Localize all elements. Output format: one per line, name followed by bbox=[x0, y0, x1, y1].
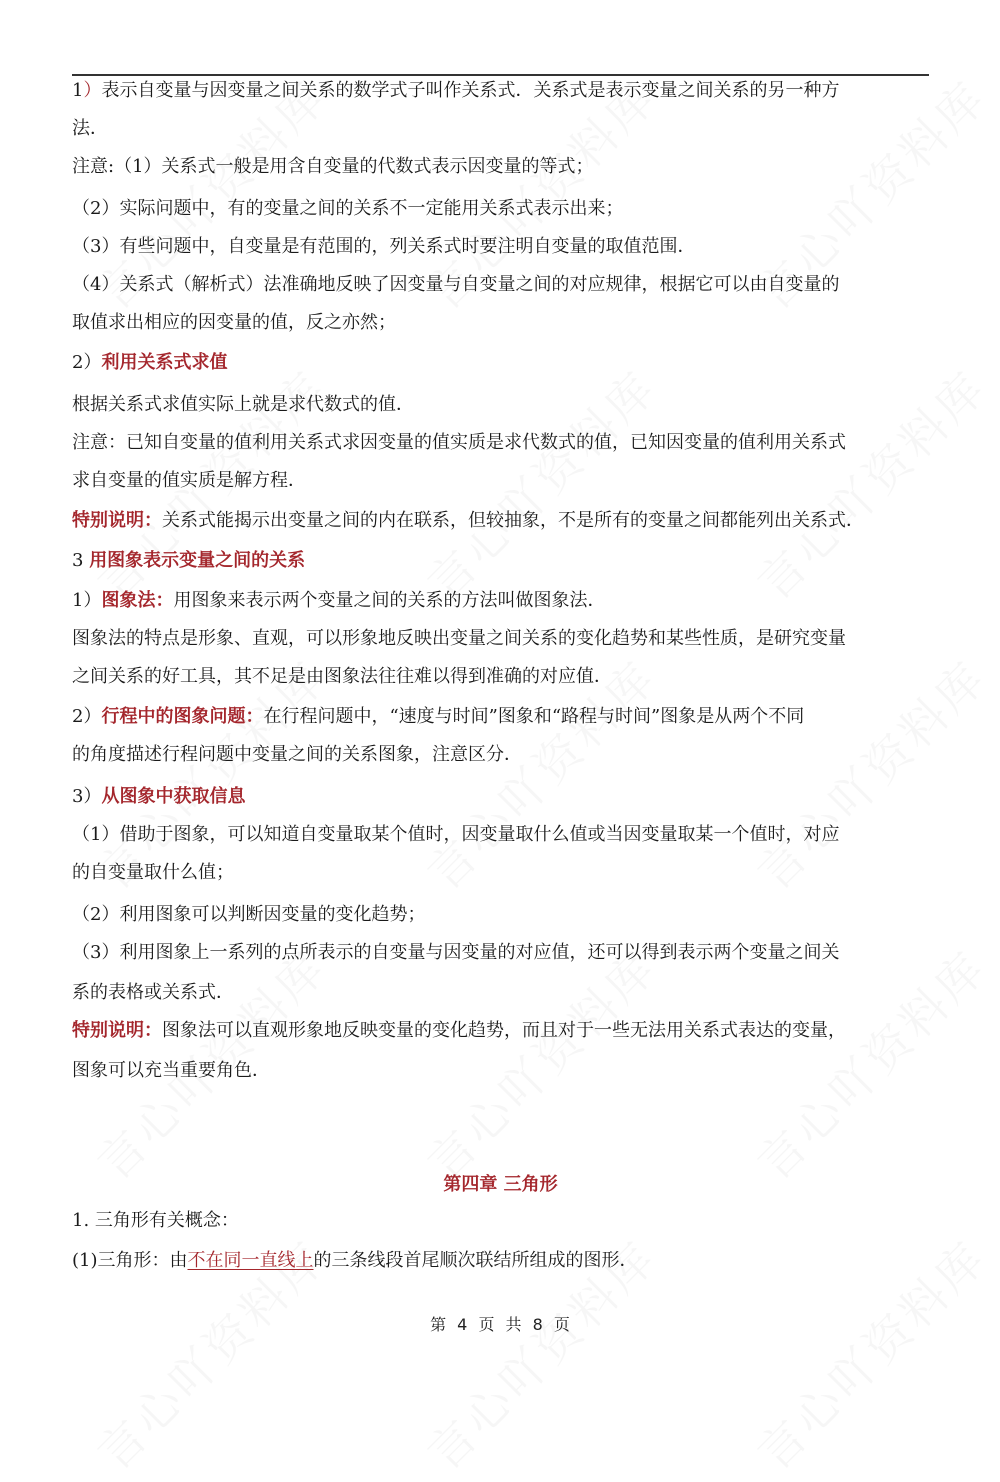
text-line bbox=[72, 940, 839, 966]
text-line bbox=[72, 116, 108, 142]
highlight-text: 特别说明： bbox=[72, 510, 162, 531]
body-text: （3）有些问题中，自变量是有范围的，列关系式时要注明自变量的取值范围． bbox=[72, 236, 696, 257]
body-text: 注意:（1）关系式一般是用含自变量的代数式表示因变量的等式； bbox=[72, 156, 594, 177]
body-text: 2） bbox=[72, 352, 102, 373]
text-line bbox=[72, 310, 396, 336]
body-text: （1）借助于图象，可以知道自变量取某个值时，因变量取什么值或当因变量取某一个值时，对应 bbox=[72, 824, 840, 845]
text-line bbox=[72, 468, 306, 494]
triangle-definition bbox=[72, 1248, 638, 1274]
definition-prefix: (1)三角形：由 bbox=[72, 1250, 188, 1271]
body-text: 3） bbox=[72, 786, 102, 807]
body-text: （4）关系式（解析式）法准确地反映了因变量与自变量之间的对应规律，根据它可以由自变量的 bbox=[72, 274, 840, 295]
text-line bbox=[72, 196, 623, 222]
text-line bbox=[72, 78, 839, 104]
watermark-text bbox=[741, 1224, 1000, 1482]
body-text: 图象可以充当重要角色． bbox=[72, 1060, 270, 1081]
text-line bbox=[72, 902, 425, 928]
section-heading: 1. 三角形有关概念： bbox=[72, 1210, 239, 1231]
body-text: 系的表格或关系式． bbox=[72, 982, 234, 1003]
highlight-text: ） bbox=[83, 80, 102, 101]
text-line bbox=[72, 154, 594, 180]
text-line bbox=[72, 860, 234, 886]
body-text: 的角度描述行程问题中变量之间的关系图象，注意区分． bbox=[72, 744, 522, 765]
text-line bbox=[72, 430, 846, 456]
body-text: 表示自变量与因变量之间关系的数学式子叫作关系式．关系式是表示变量之间关系的另一种方 bbox=[101, 80, 840, 101]
definition-key-phrase: 不在同一直线上 bbox=[187, 1250, 314, 1271]
body-text: 关系式能揭示出变量之间的内在联系，但较抽象，不是所有的变量之间都能列出关系式． bbox=[162, 510, 864, 531]
text-line bbox=[72, 272, 839, 298]
text-line bbox=[72, 588, 605, 614]
body-text: 之间关系的好工具，其不足是由图象法往往难以得到准确的对应值． bbox=[72, 666, 612, 687]
body-text: 图象法的特点是形象、直观，可以形象地反映出变量之间关系的变化趋势和某些性质，是研究变量 bbox=[72, 628, 846, 649]
body-text: 1 bbox=[72, 80, 84, 101]
text-line bbox=[72, 548, 305, 574]
text-line bbox=[72, 704, 804, 730]
watermark-text bbox=[411, 354, 670, 613]
text-line bbox=[72, 980, 234, 1006]
text-line bbox=[72, 392, 414, 418]
text-line bbox=[72, 1058, 270, 1084]
text-line bbox=[72, 626, 846, 652]
highlight-text: 图象法： bbox=[101, 590, 174, 611]
body-text: 1） bbox=[72, 590, 102, 611]
body-text: 法． bbox=[72, 118, 108, 139]
highlight-text: 从图象中获取信息 bbox=[101, 786, 246, 807]
chapter-title: 第四章 三角形 bbox=[443, 1174, 558, 1195]
body-text: 取值求出相应的因变量的值，反之亦然； bbox=[72, 312, 396, 333]
text-line bbox=[72, 1018, 846, 1044]
watermark-text bbox=[741, 644, 1000, 903]
watermark-text bbox=[741, 354, 1000, 613]
watermark-text bbox=[741, 934, 1000, 1193]
watermark-text bbox=[411, 934, 670, 1193]
text-line bbox=[72, 508, 864, 534]
text-line bbox=[72, 822, 839, 848]
highlight-text: 特别说明： bbox=[72, 1020, 162, 1041]
body-text: 注意：已知自变量的值利用关系式求因变量的值实质是求代数式的值，已知因变量的值利用关系式 bbox=[72, 432, 846, 453]
highlight-text: 利用关系式求值 bbox=[101, 352, 228, 373]
body-text: 在行程问题中，“速度与时间”图象和“路程与时间”图象是从两个不同 bbox=[263, 706, 805, 727]
body-text: 图象法可以直观形象地反映变量的变化趋势，而且对于一些无法用关系式表达的变量， bbox=[162, 1020, 846, 1041]
header-rule bbox=[72, 74, 929, 76]
body-text: 根据关系式求值实际上就是求代数式的值． bbox=[72, 394, 414, 415]
body-text: 3 bbox=[72, 550, 90, 571]
highlight-text: 用图象表示变量之间的关系 bbox=[89, 550, 306, 571]
text-line bbox=[72, 664, 612, 690]
highlight-text: 行程中的图象问题： bbox=[101, 706, 264, 727]
text-line bbox=[72, 784, 245, 810]
body-text: 的自变量取什么值； bbox=[72, 862, 234, 883]
text-line bbox=[72, 742, 522, 768]
text-line bbox=[72, 234, 695, 260]
body-text: 求自变量的值实质是解方程． bbox=[72, 470, 306, 491]
body-text: （2）利用图象可以判断因变量的变化趋势； bbox=[72, 904, 426, 925]
body-text: （2）实际问题中，有的变量之间的关系不一定能用关系式表示出来； bbox=[72, 198, 624, 219]
page-footer: 第 4 页 共 8 页 bbox=[430, 1315, 570, 1334]
body-text: 用图象来表示两个变量之间的关系的方法叫做图象法． bbox=[173, 590, 606, 611]
body-text: 2） bbox=[72, 706, 102, 727]
body-text: （3）利用图象上一系列的点所表示的自变量与因变量的对应值，还可以得到表示两个变量之间关 bbox=[72, 942, 840, 963]
text-line bbox=[72, 350, 227, 376]
definition-suffix: 的三条线段首尾顺次联结所组成的图形． bbox=[313, 1250, 638, 1271]
